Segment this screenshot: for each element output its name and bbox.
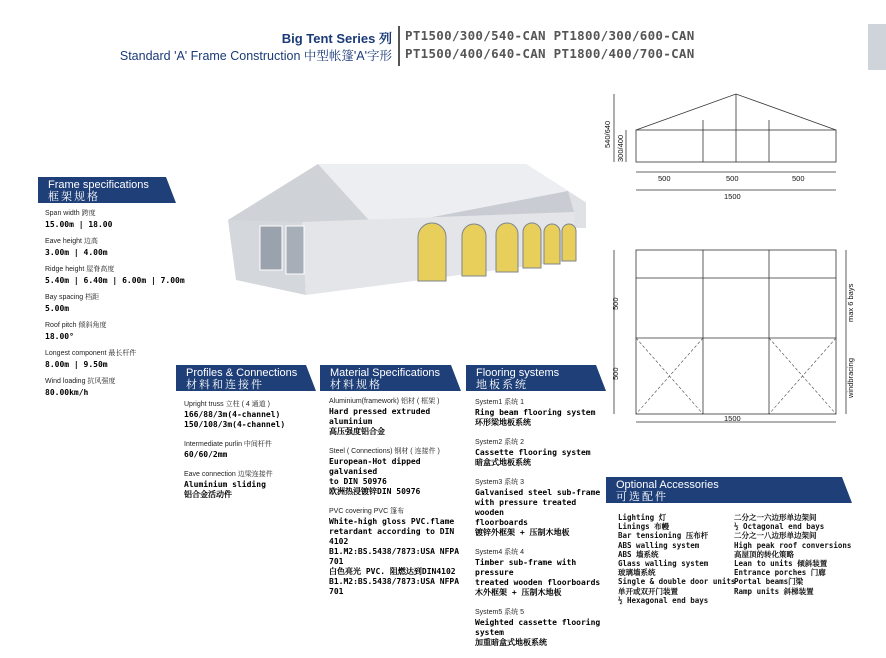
optional-item: Lean to units 倾斜装置 (734, 559, 828, 569)
profiles-header (176, 365, 316, 391)
flooring-value: 环形梁地板系统 (475, 418, 531, 427)
elevation-dim-1: 500 (658, 174, 671, 183)
flooring-block (475, 438, 605, 468)
profile-label: Intermediate purlin 中间杆件 (184, 441, 272, 448)
spec-item (45, 237, 185, 258)
optional-header (606, 477, 852, 503)
plan-total: 1500 (724, 414, 741, 423)
elevation-total: 1500 (724, 192, 741, 201)
spec-label: Wind loading 抗风强度 (45, 378, 116, 385)
material-label: Aluminium(framework) 铝材 ( 框架 ) (329, 398, 440, 405)
material-label: PVC covering PVC 篷布 (329, 508, 405, 515)
material-value: European-Hot dipped galvanised (329, 457, 421, 476)
frame-specs-header (38, 177, 176, 203)
profile-label: Eave connection 边梁连接件 (184, 471, 273, 478)
material-block (329, 507, 464, 597)
optional-item: 二分之一六边形单边架间 (734, 513, 817, 522)
plan-max-bays: max 6 bays (846, 283, 855, 322)
flooring-label: System2 系统 2 (475, 439, 525, 446)
profile-value: 铝合金活动件 (184, 490, 232, 499)
optional-item: ABS 墙系统 (618, 549, 659, 559)
tent-window (562, 224, 576, 261)
spec-label: Span width 跨度 (45, 210, 96, 217)
tent-illustration (226, 160, 586, 300)
material-value: 高压强度铝合金 (329, 427, 385, 436)
optional-item: 玻璃墙系统 (618, 568, 656, 578)
profiles-title: Profiles & Connections (186, 367, 298, 379)
flooring-label: System5 系统 5 (475, 609, 525, 616)
flooring-value: with pressure treated wooden (475, 498, 577, 517)
optional-title: Optional Accessories (616, 479, 719, 491)
elevation-height: 540/640 (603, 120, 612, 148)
elevation-eave: 300/400 (616, 134, 625, 162)
flooring-block (475, 398, 605, 428)
profiles-title-cn: 材料和连接件 (186, 379, 264, 391)
tent-window (544, 224, 560, 264)
material-title-cn: 材料规格 (330, 379, 382, 391)
flooring-label: System1 系统 1 (475, 399, 525, 406)
spec-item (45, 349, 185, 370)
frame-specs-title: Frame specifications (48, 179, 149, 191)
spec-value: 15.00m | 18.00 (45, 220, 113, 229)
flooring-title: Flooring systems (476, 367, 560, 379)
material-value: B1.M2:BS.5438/7873:USA NFPA 701 (329, 577, 460, 596)
material-label: Steel ( Connections) 钢材 ( 连接件 ) (329, 448, 440, 455)
model-codes-row-1: PT1500/300/540-CAN PT1800/300/600-CAN (405, 28, 695, 43)
series-title: Big Tent Series 列 (281, 31, 392, 46)
flooring-value: 加重暗盒式地板系统 (475, 638, 547, 647)
elevation-dim-3: 500 (792, 174, 805, 183)
optional-column-1 (618, 513, 743, 605)
optional-column-2 (734, 513, 874, 596)
plan-windbracing: windbracing (846, 357, 855, 398)
plan-bay-dim: 500 (611, 297, 620, 310)
flooring-block (475, 478, 605, 538)
flooring-value: Cassette flooring system (475, 448, 591, 457)
model-codes-row-2: PT1500/400/640-CAN PT1800/400/700-CAN (405, 46, 695, 61)
optional-item: ABS walling system (618, 540, 700, 550)
flooring-header (466, 365, 606, 391)
optional-item: Bar tensioning 压布杆 (618, 531, 709, 541)
tent-door (260, 226, 282, 270)
flooring-value: Galvanised steel sub-frame (475, 488, 601, 497)
flooring-value: 暗盒式地板系统 (475, 458, 531, 467)
spec-label: Roof pitch 倾斜角度 (45, 322, 107, 329)
header-divider (398, 26, 400, 66)
construction-subtitle: Standard 'A' Frame Construction 中型帐篷'A'字形 (119, 49, 392, 63)
optional-item: ½ Octagonal end bays (734, 522, 825, 532)
frame-specs-title-cn: 框架规格 (48, 191, 100, 203)
profile-value: 60/60/2mm (184, 450, 228, 459)
spec-item (45, 265, 185, 286)
spec-item (45, 209, 185, 230)
flooring-value: floorboards (475, 518, 528, 527)
flooring-block (475, 608, 605, 648)
flooring-value: 木外框架 + 压制木地板 (475, 588, 562, 597)
material-title: Material Specifications (330, 367, 441, 379)
material-list (329, 397, 464, 607)
flooring-label: System4 系统 4 (475, 549, 525, 556)
header-accent-bar (868, 24, 886, 70)
material-block (329, 397, 464, 437)
material-value: to DIN 50976 (329, 477, 387, 486)
spec-value: 80.00km/h (45, 388, 89, 397)
spec-item (45, 293, 185, 314)
optional-item: Linings 布幔 (618, 522, 670, 532)
profile-value: 150/108/3m(4-channel) (184, 420, 286, 429)
spec-value: 5.40m | 6.40m | 6.00m | 7.00m (45, 276, 185, 285)
tent-window (523, 223, 541, 268)
spec-item (45, 377, 185, 398)
spec-value: 5.00m (45, 304, 70, 313)
flooring-title-cn: 地板系统 (476, 379, 528, 391)
material-value: retardant according to DIN 4102 (329, 527, 455, 546)
profile-label: Upright truss 立柱 ( 4 通道 ) (184, 401, 270, 408)
optional-item: High peak roof conversions (734, 540, 852, 550)
profile-block (184, 440, 319, 460)
optional-title-cn: 可选配件 (616, 491, 668, 503)
plan-diagram (596, 238, 876, 434)
profile-value: 166/88/3m(4-channel) (184, 410, 281, 419)
flooring-value: system (475, 628, 504, 637)
spec-label: Eave height 边高 (45, 238, 98, 245)
material-value: 欧洲热浸镀锌DIN 50976 (329, 487, 421, 496)
optional-item: Glass walling system (618, 559, 709, 569)
optional-item: Single & double door units (618, 577, 736, 587)
optional-item: 高屋顶的转化策略 (734, 549, 794, 559)
optional-item: Entrance porches 门廊 (734, 568, 826, 578)
optional-item: 单开或双开门装置 (618, 586, 678, 596)
flooring-value: Ring beam flooring system (475, 408, 596, 417)
flooring-value: Weighted cassette flooring (475, 618, 601, 627)
material-block (329, 447, 464, 497)
material-header (320, 365, 461, 391)
flooring-value: Timber sub-frame with pressure (475, 558, 577, 577)
material-value: 白色亮光 PVC. 阻燃达到DIN4102 (329, 567, 456, 576)
flooring-block (475, 548, 605, 598)
optional-item: Portal beams门梁 (734, 577, 804, 587)
material-value: Hard pressed extruded aluminium (329, 407, 431, 426)
spec-label: Ridge height 屋脊高度 (45, 266, 115, 273)
optional-item: 二分之一八边形单边架间 (734, 531, 817, 541)
spec-value: 8.00m | 9.50m (45, 360, 108, 369)
elevation-diagram (596, 86, 876, 214)
material-value: B1.M2:BS.5438/7873:USA NFPA 701 (329, 547, 460, 566)
flooring-label: System3 系统 3 (475, 479, 525, 486)
flooring-value: 镀锌外框架 + 压制木地板 (475, 528, 570, 537)
tent-window (418, 223, 446, 281)
tent-window (462, 224, 486, 276)
tent-window (496, 223, 518, 272)
spec-label: Bay spacing 档距 (45, 294, 100, 301)
spec-item (45, 321, 185, 342)
profiles-list (184, 400, 319, 510)
flooring-value: treated wooden floorboards (475, 578, 601, 587)
flooring-list (475, 398, 605, 658)
frame-specs-list (45, 209, 185, 405)
spec-value: 18.00° (45, 332, 74, 341)
optional-item: ½ Hexagonal end bays (618, 595, 709, 605)
plan-bay-dim-2: 500 (611, 367, 620, 380)
spec-label: Longest component 最长杆件 (45, 350, 137, 357)
elevation-dim-2: 500 (726, 174, 739, 183)
profile-block (184, 400, 319, 430)
material-value: White-high gloss PVC.flame (329, 517, 455, 526)
profile-block (184, 470, 319, 500)
optional-item: Ramp units 斜梯装置 (734, 586, 814, 596)
spec-value: 3.00m | 4.00m (45, 248, 108, 257)
profile-value: Aluminium sliding (184, 480, 266, 489)
optional-item: Lighting 灯 (618, 513, 667, 522)
